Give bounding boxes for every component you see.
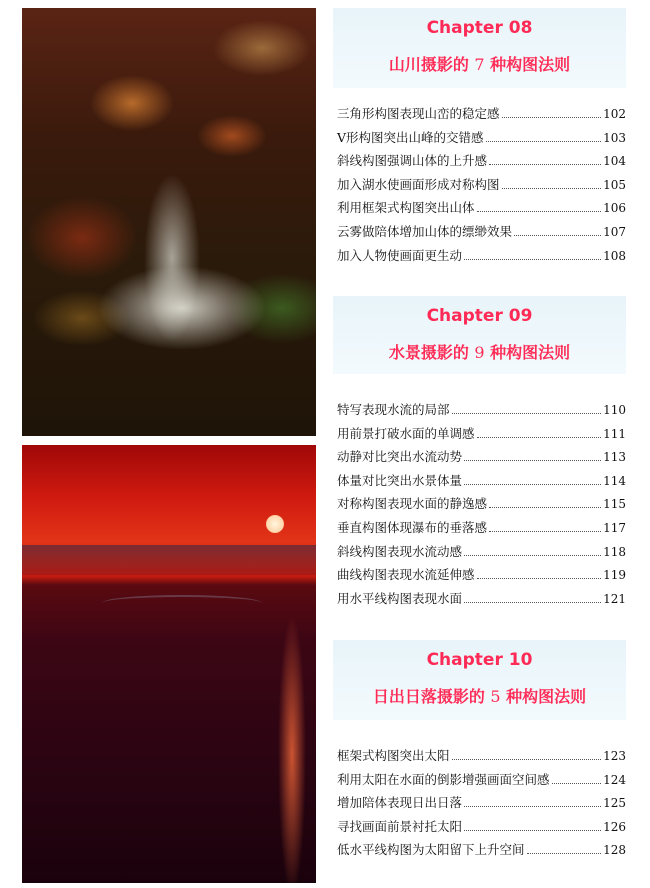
toc-entry[interactable]: 体量对比突出水景体量 114: [337, 472, 626, 488]
toc-entry[interactable]: 加入湖水使画面形成对称构图 105: [337, 176, 626, 192]
toc-entry[interactable]: 低水平线构图为太阳留下上升空间 128: [337, 842, 626, 858]
chapter-subtitle: 山川摄影的 7 种构图法则: [388, 55, 571, 74]
stream-rocks-photo: [22, 8, 316, 436]
toc-entry[interactable]: V形构图突出山峰的交错感 103: [337, 129, 626, 145]
chapter-subtitle: 水景摄影的 9 种构图法则: [388, 343, 571, 362]
toc-entry[interactable]: 寻找画面前景衬托太阳 126: [337, 818, 626, 834]
toc-entry[interactable]: 框架式构图突出太阳 123: [337, 748, 626, 763]
sun: [266, 515, 284, 533]
chapter-title: Chapter 09: [426, 306, 533, 326]
chapter-08-header: [333, 8, 626, 88]
toc-entry[interactable]: 三角形构图表现山峦的稳定感 102: [337, 106, 626, 121]
toc-entry[interactable]: 垂直构图体现瀑布的垂落感 117: [337, 519, 626, 535]
toc-entry[interactable]: 对称构图表现水面的静逸感 115: [337, 496, 626, 512]
chapter-10-toc: [337, 746, 626, 864]
toc-entry[interactable]: 加入人物使画面更生动 108: [337, 247, 626, 263]
chapter-10-header: [333, 640, 626, 720]
chapter-08-toc: [337, 104, 626, 269]
toc-entry[interactable]: 用前景打破水面的单调感 111: [337, 425, 626, 441]
toc-entry[interactable]: 云雾做陪体增加山体的缥缈效果 107: [337, 223, 626, 239]
chapter-09-toc: [337, 400, 626, 612]
toc-entry[interactable]: 曲线构图表现水流延伸感 119: [337, 567, 626, 583]
toc-entry[interactable]: 增加陪体表现日出日落 125: [337, 795, 626, 811]
chapter-title: Chapter 08: [426, 18, 533, 38]
toc-entry[interactable]: 斜线构图表现水流动感 118: [337, 543, 626, 559]
toc-entry[interactable]: 动静对比突出水流动势 113: [337, 449, 626, 465]
chapter-subtitle: 日出日落摄影的 5 种构图法则: [372, 687, 587, 706]
toc-entry[interactable]: 斜线构图强调山体的上升感 104: [337, 153, 626, 169]
toc-entry[interactable]: 利用太阳在水面的倒影增强画面空间感 124: [337, 771, 626, 787]
toc-entry[interactable]: 特写表现水流的局部 110: [337, 402, 626, 417]
toc-entry[interactable]: 用水平线构图表现水面 121: [337, 590, 626, 606]
toc-entry[interactable]: 利用框架式构图突出山体 106: [337, 200, 626, 216]
chapter-title: Chapter 10: [426, 650, 533, 670]
chapter-09-header: [333, 296, 626, 374]
distant-shore: [22, 545, 316, 575]
sunset-water-photo: [22, 445, 316, 883]
boat-wake: [102, 595, 262, 611]
